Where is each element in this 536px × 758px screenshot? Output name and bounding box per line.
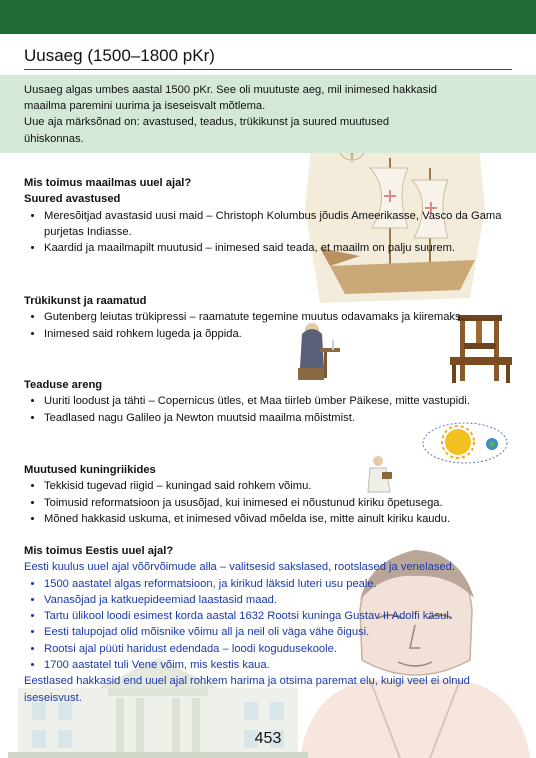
list-item: • 1500 aastatel algas reformatsioon, ja kirikud läksid luteri usu peale.	[44, 576, 518, 592]
estonia-closing: Eestlased hakkasid end uuel ajal rohkem harima ja otsima paremat elu, kuigi veel ei olnud iseseisvust.	[24, 675, 470, 704]
bullet-list	[24, 478, 518, 527]
kingdoms-section	[24, 462, 518, 527]
bullet-list	[24, 576, 518, 674]
list-item: • 1700 aastatel tuli Vene võim, mis kestis kaua.	[44, 657, 518, 673]
intro-line: maailma paremini uurima ja iseseisvalt mõtlema.	[24, 100, 266, 113]
list-item: • Tartu ülikool loodi esimest korda aastal 1632 Rootsi kuninga Gustav II Adolfi käsul.	[44, 608, 518, 624]
title-divider	[24, 69, 512, 70]
intro-text	[24, 82, 514, 147]
list-item: • Teadlased nagu Galileo ja Newton muutsid maailma mõistmist.	[44, 410, 484, 426]
list-item: • Gutenberg leiutas trükipressi – raamatute tegemine muutus odavamaks ja kiiremaks.	[44, 309, 484, 325]
estonia-section	[24, 543, 518, 706]
bullet-list	[24, 208, 512, 257]
list-item: • Uuriti loodust ja tähti – Copernicus ütles, et Maa tiirleb ümber Päikese, mitte vastupidi.	[44, 393, 484, 409]
subsection-heading: Teaduse areng	[24, 379, 103, 391]
subsection-heading: Trükikunst ja raamatud	[24, 295, 147, 307]
page-number: 453	[254, 730, 282, 747]
section-heading: Mis toimus Eestis uuel ajal?	[24, 545, 174, 557]
subsection-heading: Muutused kuningriikides	[24, 464, 156, 476]
intro-line: ühiskonnas.	[24, 132, 84, 145]
printing-section	[24, 293, 518, 342]
bullet-list	[24, 309, 484, 342]
estonia-lead: Eesti kuulus uuel ajal võõrvõimude alla – valitsesid sakslased, rootslased ja venelased.	[24, 561, 455, 574]
subsection-heading: Suured avastused	[24, 193, 121, 206]
science-section	[24, 377, 518, 426]
list-item: • Tekkisid tugevad riigid – kuningad said rohkem võimu.	[44, 478, 518, 494]
list-item: • Rootsi ajal püüti haridust edendada – loodi kogudusekoole.	[44, 641, 518, 657]
list-item: • Mõned hakkasid uskuma, et inimesed võivad mõelda ise, mitte ainult kiriku kaudu.	[44, 511, 518, 527]
page-title: Uusaeg (1500–1800 pKr)	[24, 46, 215, 65]
section-heading: Mis toimus maailmas uuel ajal?	[24, 177, 192, 189]
list-item: • Vanasõjad ja katkuepideemiad laastasid maad.	[44, 592, 518, 608]
intro-line: Uue aja märksõnad on: avastused, teadus, trükikunst ja suured muutused	[24, 116, 390, 129]
list-item: • Meresõitjad avastasid uusi maid – Christoph Kolumbus jõudis Ameerikasse, Vasco da Gama purjetas Indiasse.	[44, 208, 512, 241]
top-green-bar	[0, 0, 536, 34]
list-item: • Eesti talupojad olid mõisnike võimu all ja neil oli väga vähe õigusi.	[44, 624, 518, 640]
bullet-list	[24, 393, 484, 426]
list-item: • Kaardid ja maailmapilt muutusid – inimesed said teada, et maailm on palju suurem.	[44, 240, 512, 256]
list-item: • Toimusid reformatsioon ja ususõjad, kui inimesed ei nõustunud kiriku õpetusega.	[44, 495, 518, 511]
intro-line: Uusaeg algas umbes aastal 1500 pKr. See oli muutuste aeg, mil inimesed hakkasid	[24, 84, 437, 96]
list-item: • Inimesed said rohkem lugeda ja õppida.	[44, 326, 484, 342]
world-section	[24, 175, 518, 256]
